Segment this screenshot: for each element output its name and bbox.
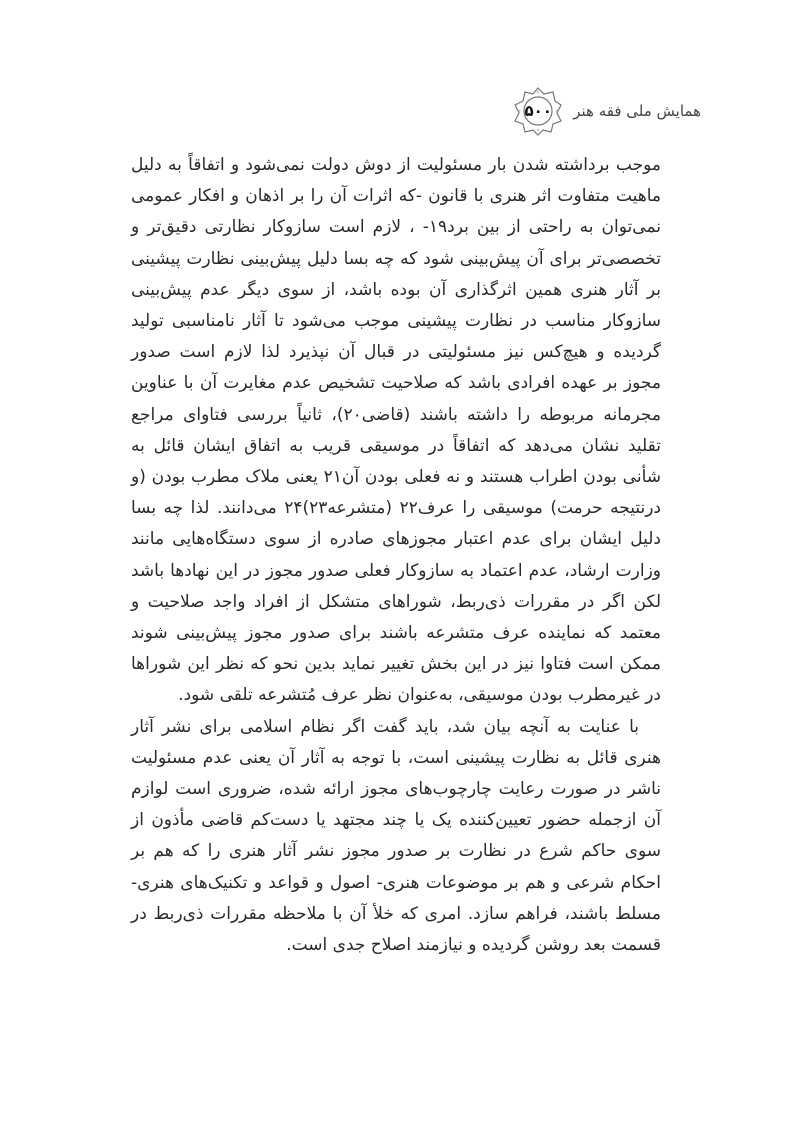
page-number-ornament xyxy=(513,86,563,136)
page-number: ۵۰۰ xyxy=(524,102,552,120)
body-text xyxy=(131,150,661,961)
paragraph-1: موجب برداشته شدن بار مسئولیت از دوش دولت نمی‌شود و اتفاقاً به دلیل ماهیت متفاوت اثر هنری با قانون -که اثرات آن را بر اذهان و افکار عمومی نمی‌توان به راحتی از بین برد۱۹- ، لازم است سازوکار نظارتی دقیق‌تر و تخصصی‌تر برای آن پیش‌بینی شود که چه بسا دلیل پیش‌بینی نظارت پیشینی بر آثار هنری همین اثرگذاری آن بوده باشد، از سوی دیگر عدم پیش‌بینی سازوکار مناسب در نظارت پیشینی موجب می‌شود تا آثار نامناسبی تولید گردیده و هیچ‌کس نیز مسئولیتی در قبال آن نپذیرد لذا لازم است صدور مجوز بر عهده افرادی باشد که صلاحیت تشخیص عدم مغایرت آن با عناوین مجرمانه مربوطه را داشته باشند (قاضی۲۰)، ثانیاً بررسی فتاوای مراجع تقلید نشان می‌دهد که اتفاقاً در موسیقی قریب به اتفاق ایشان قائل به شأنی بودن اطراب هستند و نه فعلی بودن آن۲۱ یعنی ملاک مطرب بودن (و درنتیجه حرمت) موسیقی را عرف۲۲ (متشرعه۲۳)۲۴ می‌دانند. لذا چه بسا دلیل ایشان برای عدم اعتبار مجوزهای صادره از سوی دستگاه‌هایی مانند وزارت ارشاد، عدم اعتماد به سازوکار فعلی صدور مجوز در این نهادها باشد لکن اگر در مقررات ذی‌ربط، شوراهای متشکل از افراد واجد صلاحیت و معتمد که نماینده عرف متشرعه باشند برای صدور مجوز پیش‌بینی شوند ممکن است فتاوا نیز در این بخش تغییر نماید بدین نحو که نظر این شوراها در غیرمطرب بودن موسیقی، به‌عنوان نظر عرف مُتشرعه تلقی شود. xyxy=(131,155,662,706)
paragraph-2: با عنایت به آنچه بیان شد، باید گفت اگر نظام اسلامی برای نشر آثار هنری قائل به نظارت پیشینی است، با توجه به آثار آن یعنی عدم مسئولیت ناشر در صورت رعایت چارچوب‌های مجوز ارائه شده، ضروری است لوازم آن ازجمله حضور تعیین‌کننده یک یا چند مجتهد یا دست‌کم قاضی مأذون از سوی حاکم شرع در نظارت بر صدور مجوز نشر آثار هنری را که هم بر احکام شرعی و هم بر موضوعات هنری- اصول و قواعد و تکنیک‌های هنری- مسلط باشند، فراهم سازد. امری که خلأ آن با ملاحظه مقررات ذی‌ربط در قسمت بعد روشن گردیده و نیازمند اصلاح جدی است. xyxy=(131,716,661,956)
journal-title: همایش ملی فقه هنر xyxy=(573,102,701,120)
page-header xyxy=(513,86,701,136)
